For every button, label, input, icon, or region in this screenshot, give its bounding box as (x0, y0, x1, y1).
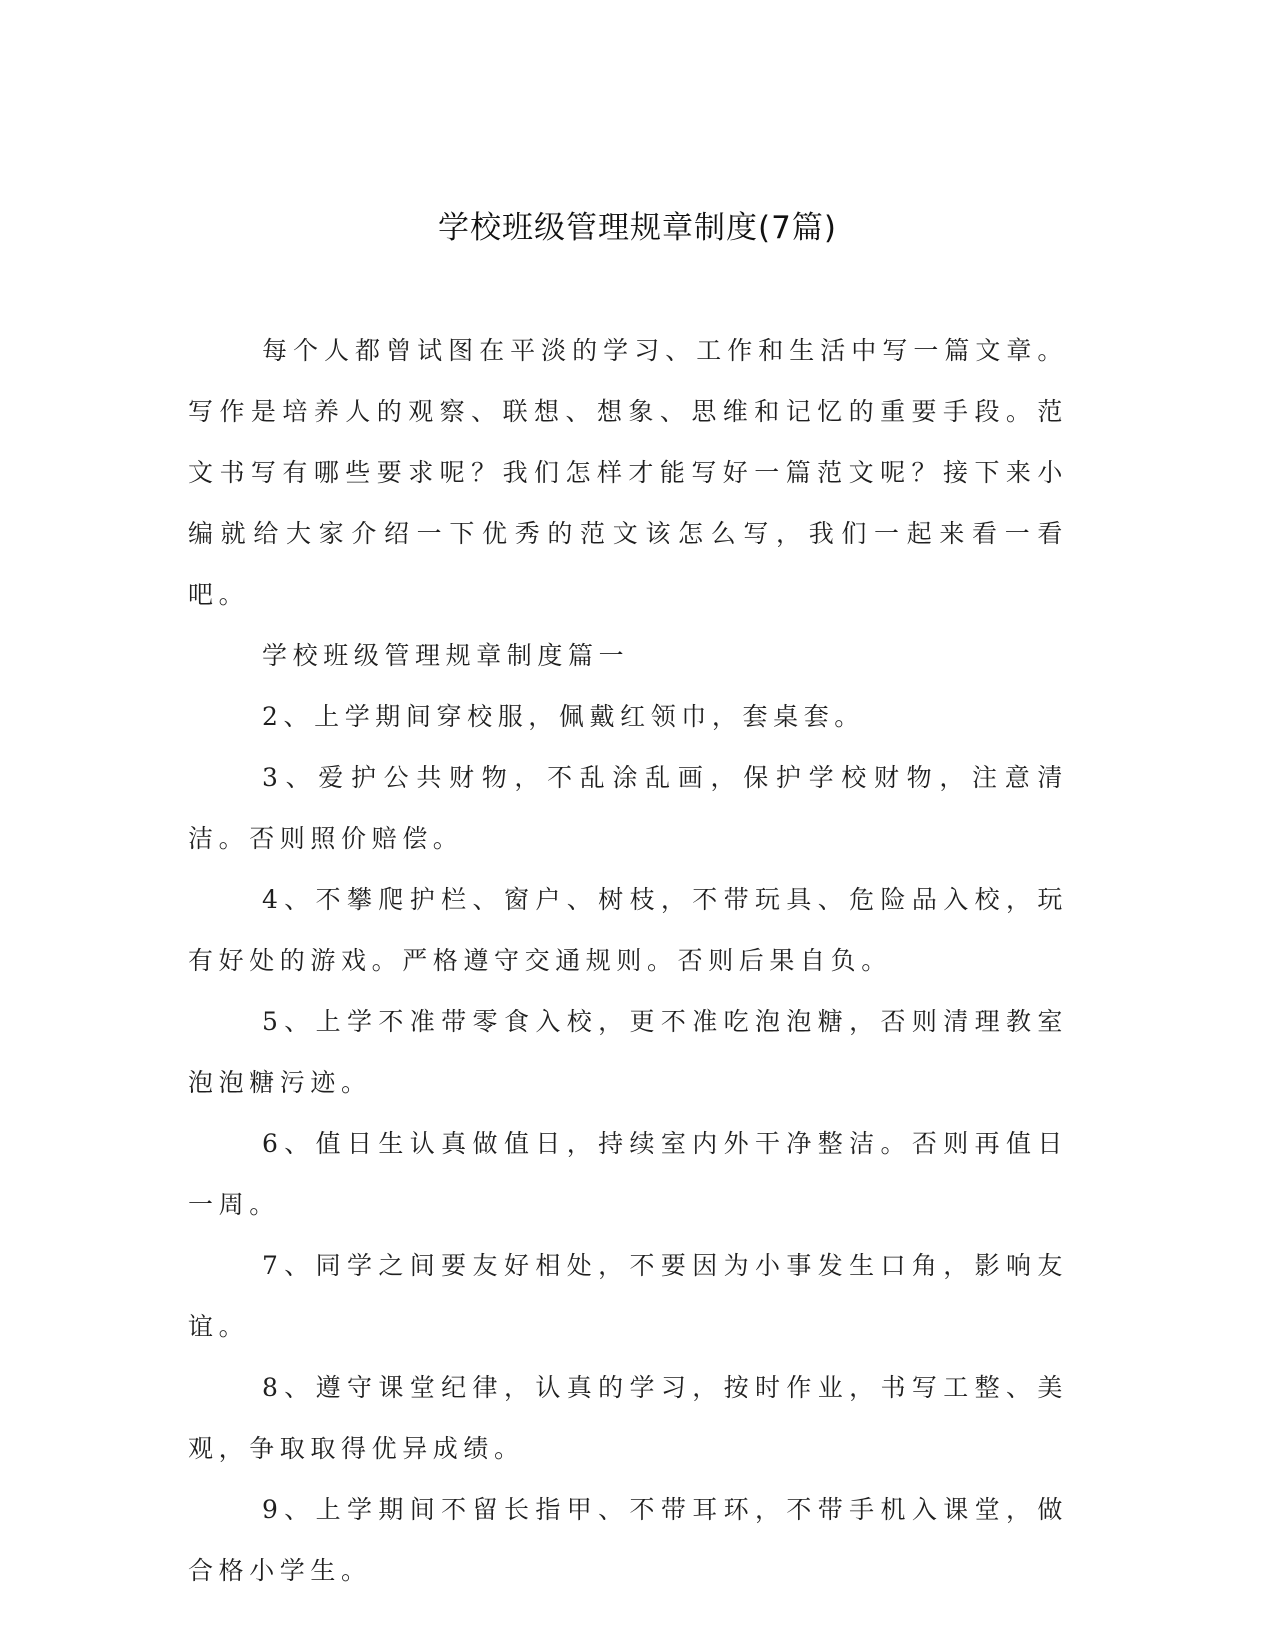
section-heading: 学校班级管理规章制度篇一 (262, 641, 630, 670)
rule-item-4: 4、不攀爬护栏、窗户、树枝，不带玩具、危险品入校，玩有好处的游戏。严格遵守交通规则。否则后果自负。 (188, 885, 1068, 975)
rule-item-8: 8、遵守课堂纪律，认真的学习，按时作业，书写工整、美观，争取取得优异成绩。 (188, 1373, 1068, 1463)
rule-item-6: 6、值日生认真做值日，持续室内外干净整洁。否则再值日一周。 (188, 1129, 1068, 1219)
rule-item-9: 9、上学期间不留长指甲、不带耳环，不带手机入课堂，做合格小学生。 (188, 1495, 1068, 1585)
document-title: 学校班级管理规章制度(7篇) (438, 210, 837, 246)
intro-paragraph: 每个人都曾试图在平淡的学习、工作和生活中写一篇文章。写作是培养人的观察、联想、想象、思维和记忆的重要手段。范文书写有哪些要求呢？我们怎样才能写好一篇范文呢？接下来小编就给大家介绍一下优秀的范文该怎么写，我们一起来看一看吧。 (188, 336, 1068, 609)
rule-item-5: 5、上学不准带零食入校，更不准吃泡泡糖，否则清理教室泡泡糖污迹。 (188, 1007, 1068, 1097)
rule-item-3: 3、爱护公共财物，不乱涂乱画，保护学校财物，注意清洁。否则照价赔偿。 (188, 763, 1068, 853)
rule-item-2: 2、上学期间穿校服，佩戴红领巾，套桌套。 (262, 702, 865, 731)
document-body (188, 320, 1068, 1601)
rule-item-7: 7、同学之间要友好相处，不要因为小事发生口角，影响友谊。 (188, 1251, 1068, 1341)
